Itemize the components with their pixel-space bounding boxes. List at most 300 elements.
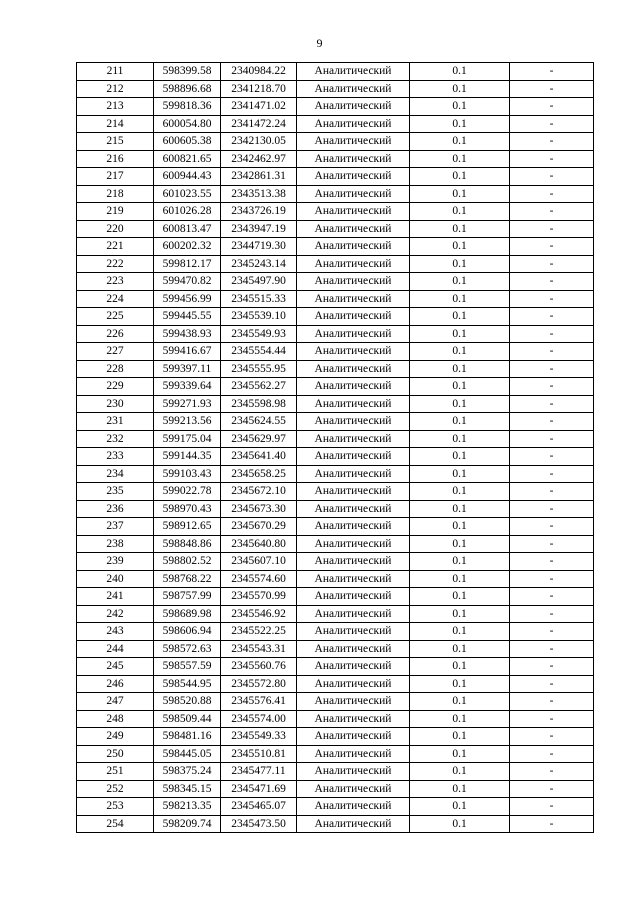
method-cell: Аналитический xyxy=(297,553,410,571)
error-cell: 0.1 xyxy=(410,220,510,238)
x-coordinate-cell: 599812.17 xyxy=(154,255,221,273)
y-coordinate-cell: 2345473.50 xyxy=(221,815,297,833)
x-coordinate-cell: 598757.99 xyxy=(154,588,221,606)
point-number-cell: 243 xyxy=(77,623,154,641)
table-row xyxy=(77,395,594,413)
error-cell: 0.1 xyxy=(410,273,510,291)
table-row xyxy=(77,623,594,641)
error-cell: 0.1 xyxy=(410,63,510,81)
table-row xyxy=(77,133,594,151)
error-cell: 0.1 xyxy=(410,535,510,553)
method-cell: Аналитический xyxy=(297,745,410,763)
table-row xyxy=(77,290,594,308)
y-coordinate-cell: 2345576.41 xyxy=(221,693,297,711)
error-cell: 0.1 xyxy=(410,588,510,606)
x-coordinate-cell: 598802.52 xyxy=(154,553,221,571)
dash-cell: - xyxy=(510,413,594,431)
error-cell: 0.1 xyxy=(410,290,510,308)
error-cell: 0.1 xyxy=(410,763,510,781)
error-cell: 0.1 xyxy=(410,133,510,151)
table-row xyxy=(77,535,594,553)
y-coordinate-cell: 2345549.33 xyxy=(221,728,297,746)
y-coordinate-cell: 2343513.38 xyxy=(221,185,297,203)
dash-cell: - xyxy=(510,815,594,833)
error-cell: 0.1 xyxy=(410,798,510,816)
dash-cell: - xyxy=(510,98,594,116)
method-cell: Аналитический xyxy=(297,588,410,606)
x-coordinate-cell: 599213.56 xyxy=(154,413,221,431)
dash-cell: - xyxy=(510,63,594,81)
point-number-cell: 217 xyxy=(77,168,154,186)
method-cell: Аналитический xyxy=(297,133,410,151)
table-row xyxy=(77,343,594,361)
y-coordinate-cell: 2342130.05 xyxy=(221,133,297,151)
x-coordinate-cell: 598209.74 xyxy=(154,815,221,833)
point-number-cell: 241 xyxy=(77,588,154,606)
dash-cell: - xyxy=(510,150,594,168)
x-coordinate-cell: 600944.43 xyxy=(154,168,221,186)
error-cell: 0.1 xyxy=(410,553,510,571)
point-number-cell: 221 xyxy=(77,238,154,256)
method-cell: Аналитический xyxy=(297,448,410,466)
error-cell: 0.1 xyxy=(410,465,510,483)
point-number-cell: 211 xyxy=(77,63,154,81)
x-coordinate-cell: 599818.36 xyxy=(154,98,221,116)
method-cell: Аналитический xyxy=(297,115,410,133)
x-coordinate-cell: 598509.44 xyxy=(154,710,221,728)
point-number-cell: 237 xyxy=(77,518,154,536)
y-coordinate-cell: 2345546.92 xyxy=(221,605,297,623)
method-cell: Аналитический xyxy=(297,675,410,693)
table-row xyxy=(77,658,594,676)
table-row xyxy=(77,518,594,536)
error-cell: 0.1 xyxy=(410,518,510,536)
error-cell: 0.1 xyxy=(410,115,510,133)
error-cell: 0.1 xyxy=(410,325,510,343)
error-cell: 0.1 xyxy=(410,238,510,256)
table-row xyxy=(77,588,594,606)
point-number-cell: 249 xyxy=(77,728,154,746)
dash-cell: - xyxy=(510,238,594,256)
error-cell: 0.1 xyxy=(410,640,510,658)
table-row xyxy=(77,763,594,781)
y-coordinate-cell: 2342861.31 xyxy=(221,168,297,186)
error-cell: 0.1 xyxy=(410,675,510,693)
y-coordinate-cell: 2345549.93 xyxy=(221,325,297,343)
error-cell: 0.1 xyxy=(410,378,510,396)
method-cell: Аналитический xyxy=(297,798,410,816)
y-coordinate-cell: 2345522.25 xyxy=(221,623,297,641)
method-cell: Аналитический xyxy=(297,290,410,308)
error-cell: 0.1 xyxy=(410,780,510,798)
point-number-cell: 248 xyxy=(77,710,154,728)
x-coordinate-cell: 599103.43 xyxy=(154,465,221,483)
x-coordinate-cell: 598768.22 xyxy=(154,570,221,588)
dash-cell: - xyxy=(510,395,594,413)
error-cell: 0.1 xyxy=(410,395,510,413)
table-row xyxy=(77,728,594,746)
dash-cell: - xyxy=(510,553,594,571)
error-cell: 0.1 xyxy=(410,658,510,676)
coordinates-table xyxy=(76,62,594,833)
method-cell: Аналитический xyxy=(297,343,410,361)
table-row xyxy=(77,185,594,203)
y-coordinate-cell: 2345539.10 xyxy=(221,308,297,326)
table-row xyxy=(77,378,594,396)
method-cell: Аналитический xyxy=(297,658,410,676)
coordinates-table-body xyxy=(77,63,594,833)
table-row xyxy=(77,63,594,81)
x-coordinate-cell: 598970.43 xyxy=(154,500,221,518)
y-coordinate-cell: 2345672.10 xyxy=(221,483,297,501)
error-cell: 0.1 xyxy=(410,343,510,361)
method-cell: Аналитический xyxy=(297,413,410,431)
method-cell: Аналитический xyxy=(297,378,410,396)
dash-cell: - xyxy=(510,465,594,483)
point-number-cell: 226 xyxy=(77,325,154,343)
dash-cell: - xyxy=(510,115,594,133)
method-cell: Аналитический xyxy=(297,430,410,448)
point-number-cell: 251 xyxy=(77,763,154,781)
error-cell: 0.1 xyxy=(410,308,510,326)
point-number-cell: 225 xyxy=(77,308,154,326)
y-coordinate-cell: 2341471.02 xyxy=(221,98,297,116)
method-cell: Аналитический xyxy=(297,605,410,623)
table-row xyxy=(77,168,594,186)
y-coordinate-cell: 2345562.27 xyxy=(221,378,297,396)
point-number-cell: 250 xyxy=(77,745,154,763)
method-cell: Аналитический xyxy=(297,63,410,81)
point-number-cell: 222 xyxy=(77,255,154,273)
method-cell: Аналитический xyxy=(297,640,410,658)
method-cell: Аналитический xyxy=(297,570,410,588)
table-row xyxy=(77,98,594,116)
dash-cell: - xyxy=(510,640,594,658)
x-coordinate-cell: 599438.93 xyxy=(154,325,221,343)
point-number-cell: 235 xyxy=(77,483,154,501)
error-cell: 0.1 xyxy=(410,448,510,466)
x-coordinate-cell: 598606.94 xyxy=(154,623,221,641)
y-coordinate-cell: 2341472.24 xyxy=(221,115,297,133)
point-number-cell: 242 xyxy=(77,605,154,623)
method-cell: Аналитический xyxy=(297,483,410,501)
error-cell: 0.1 xyxy=(410,203,510,221)
x-coordinate-cell: 599271.93 xyxy=(154,395,221,413)
point-number-cell: 228 xyxy=(77,360,154,378)
method-cell: Аналитический xyxy=(297,535,410,553)
dash-cell: - xyxy=(510,728,594,746)
x-coordinate-cell: 599339.64 xyxy=(154,378,221,396)
method-cell: Аналитический xyxy=(297,395,410,413)
dash-cell: - xyxy=(510,570,594,588)
dash-cell: - xyxy=(510,308,594,326)
table-row xyxy=(77,675,594,693)
method-cell: Аналитический xyxy=(297,815,410,833)
method-cell: Аналитический xyxy=(297,98,410,116)
x-coordinate-cell: 598544.95 xyxy=(154,675,221,693)
method-cell: Аналитический xyxy=(297,325,410,343)
error-cell: 0.1 xyxy=(410,570,510,588)
error-cell: 0.1 xyxy=(410,360,510,378)
method-cell: Аналитический xyxy=(297,728,410,746)
x-coordinate-cell: 599416.67 xyxy=(154,343,221,361)
dash-cell: - xyxy=(510,483,594,501)
dash-cell: - xyxy=(510,203,594,221)
dash-cell: - xyxy=(510,798,594,816)
table-row xyxy=(77,360,594,378)
point-number-cell: 238 xyxy=(77,535,154,553)
y-coordinate-cell: 2345574.60 xyxy=(221,570,297,588)
method-cell: Аналитический xyxy=(297,763,410,781)
point-number-cell: 252 xyxy=(77,780,154,798)
dash-cell: - xyxy=(510,255,594,273)
method-cell: Аналитический xyxy=(297,518,410,536)
table-row xyxy=(77,238,594,256)
x-coordinate-cell: 599175.04 xyxy=(154,430,221,448)
table-row xyxy=(77,448,594,466)
error-cell: 0.1 xyxy=(410,150,510,168)
table-row xyxy=(77,325,594,343)
method-cell: Аналитический xyxy=(297,168,410,186)
y-coordinate-cell: 2345471.69 xyxy=(221,780,297,798)
table-row xyxy=(77,255,594,273)
y-coordinate-cell: 2345641.40 xyxy=(221,448,297,466)
dash-cell: - xyxy=(510,588,594,606)
dash-cell: - xyxy=(510,500,594,518)
dash-cell: - xyxy=(510,658,594,676)
point-number-cell: 232 xyxy=(77,430,154,448)
dash-cell: - xyxy=(510,535,594,553)
table-row xyxy=(77,640,594,658)
y-coordinate-cell: 2345629.97 xyxy=(221,430,297,448)
point-number-cell: 236 xyxy=(77,500,154,518)
x-coordinate-cell: 598689.98 xyxy=(154,605,221,623)
point-number-cell: 224 xyxy=(77,290,154,308)
y-coordinate-cell: 2345543.31 xyxy=(221,640,297,658)
table-row xyxy=(77,815,594,833)
y-coordinate-cell: 2345510.81 xyxy=(221,745,297,763)
dash-cell: - xyxy=(510,133,594,151)
dash-cell: - xyxy=(510,780,594,798)
dash-cell: - xyxy=(510,745,594,763)
x-coordinate-cell: 599470.82 xyxy=(154,273,221,291)
table-row xyxy=(77,80,594,98)
table-row xyxy=(77,605,594,623)
dash-cell: - xyxy=(510,273,594,291)
table-row xyxy=(77,203,594,221)
dash-cell: - xyxy=(510,430,594,448)
y-coordinate-cell: 2342462.97 xyxy=(221,150,297,168)
dash-cell: - xyxy=(510,518,594,536)
dash-cell: - xyxy=(510,290,594,308)
point-number-cell: 245 xyxy=(77,658,154,676)
table-row xyxy=(77,693,594,711)
point-number-cell: 215 xyxy=(77,133,154,151)
table-row xyxy=(77,413,594,431)
dash-cell: - xyxy=(510,360,594,378)
table-row xyxy=(77,553,594,571)
x-coordinate-cell: 600054.80 xyxy=(154,115,221,133)
table-row xyxy=(77,465,594,483)
x-coordinate-cell: 601026.28 xyxy=(154,203,221,221)
x-coordinate-cell: 599445.55 xyxy=(154,308,221,326)
y-coordinate-cell: 2345624.55 xyxy=(221,413,297,431)
error-cell: 0.1 xyxy=(410,745,510,763)
error-cell: 0.1 xyxy=(410,98,510,116)
method-cell: Аналитический xyxy=(297,203,410,221)
y-coordinate-cell: 2345465.07 xyxy=(221,798,297,816)
y-coordinate-cell: 2345598.98 xyxy=(221,395,297,413)
error-cell: 0.1 xyxy=(410,413,510,431)
x-coordinate-cell: 598375.24 xyxy=(154,763,221,781)
method-cell: Аналитический xyxy=(297,150,410,168)
dash-cell: - xyxy=(510,710,594,728)
x-coordinate-cell: 599456.99 xyxy=(154,290,221,308)
point-number-cell: 253 xyxy=(77,798,154,816)
table-row xyxy=(77,500,594,518)
y-coordinate-cell: 2345673.30 xyxy=(221,500,297,518)
method-cell: Аналитический xyxy=(297,185,410,203)
y-coordinate-cell: 2345574.00 xyxy=(221,710,297,728)
error-cell: 0.1 xyxy=(410,693,510,711)
point-number-cell: 223 xyxy=(77,273,154,291)
table-row xyxy=(77,780,594,798)
y-coordinate-cell: 2345658.25 xyxy=(221,465,297,483)
dash-cell: - xyxy=(510,325,594,343)
y-coordinate-cell: 2341218.70 xyxy=(221,80,297,98)
point-number-cell: 212 xyxy=(77,80,154,98)
y-coordinate-cell: 2345670.29 xyxy=(221,518,297,536)
table-row xyxy=(77,570,594,588)
dash-cell: - xyxy=(510,623,594,641)
y-coordinate-cell: 2345497.90 xyxy=(221,273,297,291)
point-number-cell: 213 xyxy=(77,98,154,116)
y-coordinate-cell: 2340984.22 xyxy=(221,63,297,81)
x-coordinate-cell: 598896.68 xyxy=(154,80,221,98)
y-coordinate-cell: 2345640.80 xyxy=(221,535,297,553)
method-cell: Аналитический xyxy=(297,273,410,291)
x-coordinate-cell: 598399.58 xyxy=(154,63,221,81)
error-cell: 0.1 xyxy=(410,483,510,501)
dash-cell: - xyxy=(510,343,594,361)
point-number-cell: 233 xyxy=(77,448,154,466)
dash-cell: - xyxy=(510,675,594,693)
dash-cell: - xyxy=(510,80,594,98)
error-cell: 0.1 xyxy=(410,80,510,98)
method-cell: Аналитический xyxy=(297,500,410,518)
error-cell: 0.1 xyxy=(410,728,510,746)
point-number-cell: 247 xyxy=(77,693,154,711)
table-row xyxy=(77,150,594,168)
y-coordinate-cell: 2343947.19 xyxy=(221,220,297,238)
dash-cell: - xyxy=(510,185,594,203)
error-cell: 0.1 xyxy=(410,710,510,728)
point-number-cell: 216 xyxy=(77,150,154,168)
dash-cell: - xyxy=(510,378,594,396)
x-coordinate-cell: 598213.35 xyxy=(154,798,221,816)
x-coordinate-cell: 600605.38 xyxy=(154,133,221,151)
y-coordinate-cell: 2345570.99 xyxy=(221,588,297,606)
table-row xyxy=(77,745,594,763)
y-coordinate-cell: 2345572.80 xyxy=(221,675,297,693)
x-coordinate-cell: 598848.86 xyxy=(154,535,221,553)
point-number-cell: 230 xyxy=(77,395,154,413)
method-cell: Аналитический xyxy=(297,80,410,98)
point-number-cell: 254 xyxy=(77,815,154,833)
x-coordinate-cell: 601023.55 xyxy=(154,185,221,203)
y-coordinate-cell: 2345560.76 xyxy=(221,658,297,676)
y-coordinate-cell: 2345477.11 xyxy=(221,763,297,781)
table-row xyxy=(77,430,594,448)
point-number-cell: 214 xyxy=(77,115,154,133)
y-coordinate-cell: 2343726.19 xyxy=(221,203,297,221)
point-number-cell: 239 xyxy=(77,553,154,571)
table-row xyxy=(77,710,594,728)
point-number-cell: 234 xyxy=(77,465,154,483)
point-number-cell: 219 xyxy=(77,203,154,221)
y-coordinate-cell: 2345607.10 xyxy=(221,553,297,571)
method-cell: Аналитический xyxy=(297,780,410,798)
point-number-cell: 227 xyxy=(77,343,154,361)
x-coordinate-cell: 599397.11 xyxy=(154,360,221,378)
error-cell: 0.1 xyxy=(410,500,510,518)
x-coordinate-cell: 600821.65 xyxy=(154,150,221,168)
y-coordinate-cell: 2345243.14 xyxy=(221,255,297,273)
point-number-cell: 246 xyxy=(77,675,154,693)
table-row xyxy=(77,483,594,501)
x-coordinate-cell: 598445.05 xyxy=(154,745,221,763)
error-cell: 0.1 xyxy=(410,430,510,448)
x-coordinate-cell: 598520.88 xyxy=(154,693,221,711)
method-cell: Аналитический xyxy=(297,623,410,641)
dash-cell: - xyxy=(510,168,594,186)
table-row xyxy=(77,220,594,238)
method-cell: Аналитический xyxy=(297,465,410,483)
method-cell: Аналитический xyxy=(297,360,410,378)
dash-cell: - xyxy=(510,220,594,238)
method-cell: Аналитический xyxy=(297,308,410,326)
error-cell: 0.1 xyxy=(410,623,510,641)
y-coordinate-cell: 2345554.44 xyxy=(221,343,297,361)
x-coordinate-cell: 598557.59 xyxy=(154,658,221,676)
method-cell: Аналитический xyxy=(297,220,410,238)
error-cell: 0.1 xyxy=(410,168,510,186)
x-coordinate-cell: 599144.35 xyxy=(154,448,221,466)
dash-cell: - xyxy=(510,605,594,623)
x-coordinate-cell: 598572.63 xyxy=(154,640,221,658)
point-number-cell: 231 xyxy=(77,413,154,431)
x-coordinate-cell: 599022.78 xyxy=(154,483,221,501)
method-cell: Аналитический xyxy=(297,238,410,256)
point-number-cell: 240 xyxy=(77,570,154,588)
point-number-cell: 220 xyxy=(77,220,154,238)
x-coordinate-cell: 598481.16 xyxy=(154,728,221,746)
x-coordinate-cell: 598345.15 xyxy=(154,780,221,798)
x-coordinate-cell: 600813.47 xyxy=(154,220,221,238)
dash-cell: - xyxy=(510,448,594,466)
point-number-cell: 218 xyxy=(77,185,154,203)
table-row xyxy=(77,273,594,291)
y-coordinate-cell: 2345555.95 xyxy=(221,360,297,378)
page-number: 9 xyxy=(316,36,323,50)
y-coordinate-cell: 2345515.33 xyxy=(221,290,297,308)
point-number-cell: 244 xyxy=(77,640,154,658)
dash-cell: - xyxy=(510,693,594,711)
method-cell: Аналитический xyxy=(297,693,410,711)
method-cell: Аналитический xyxy=(297,710,410,728)
table-row xyxy=(77,115,594,133)
x-coordinate-cell: 600202.32 xyxy=(154,238,221,256)
